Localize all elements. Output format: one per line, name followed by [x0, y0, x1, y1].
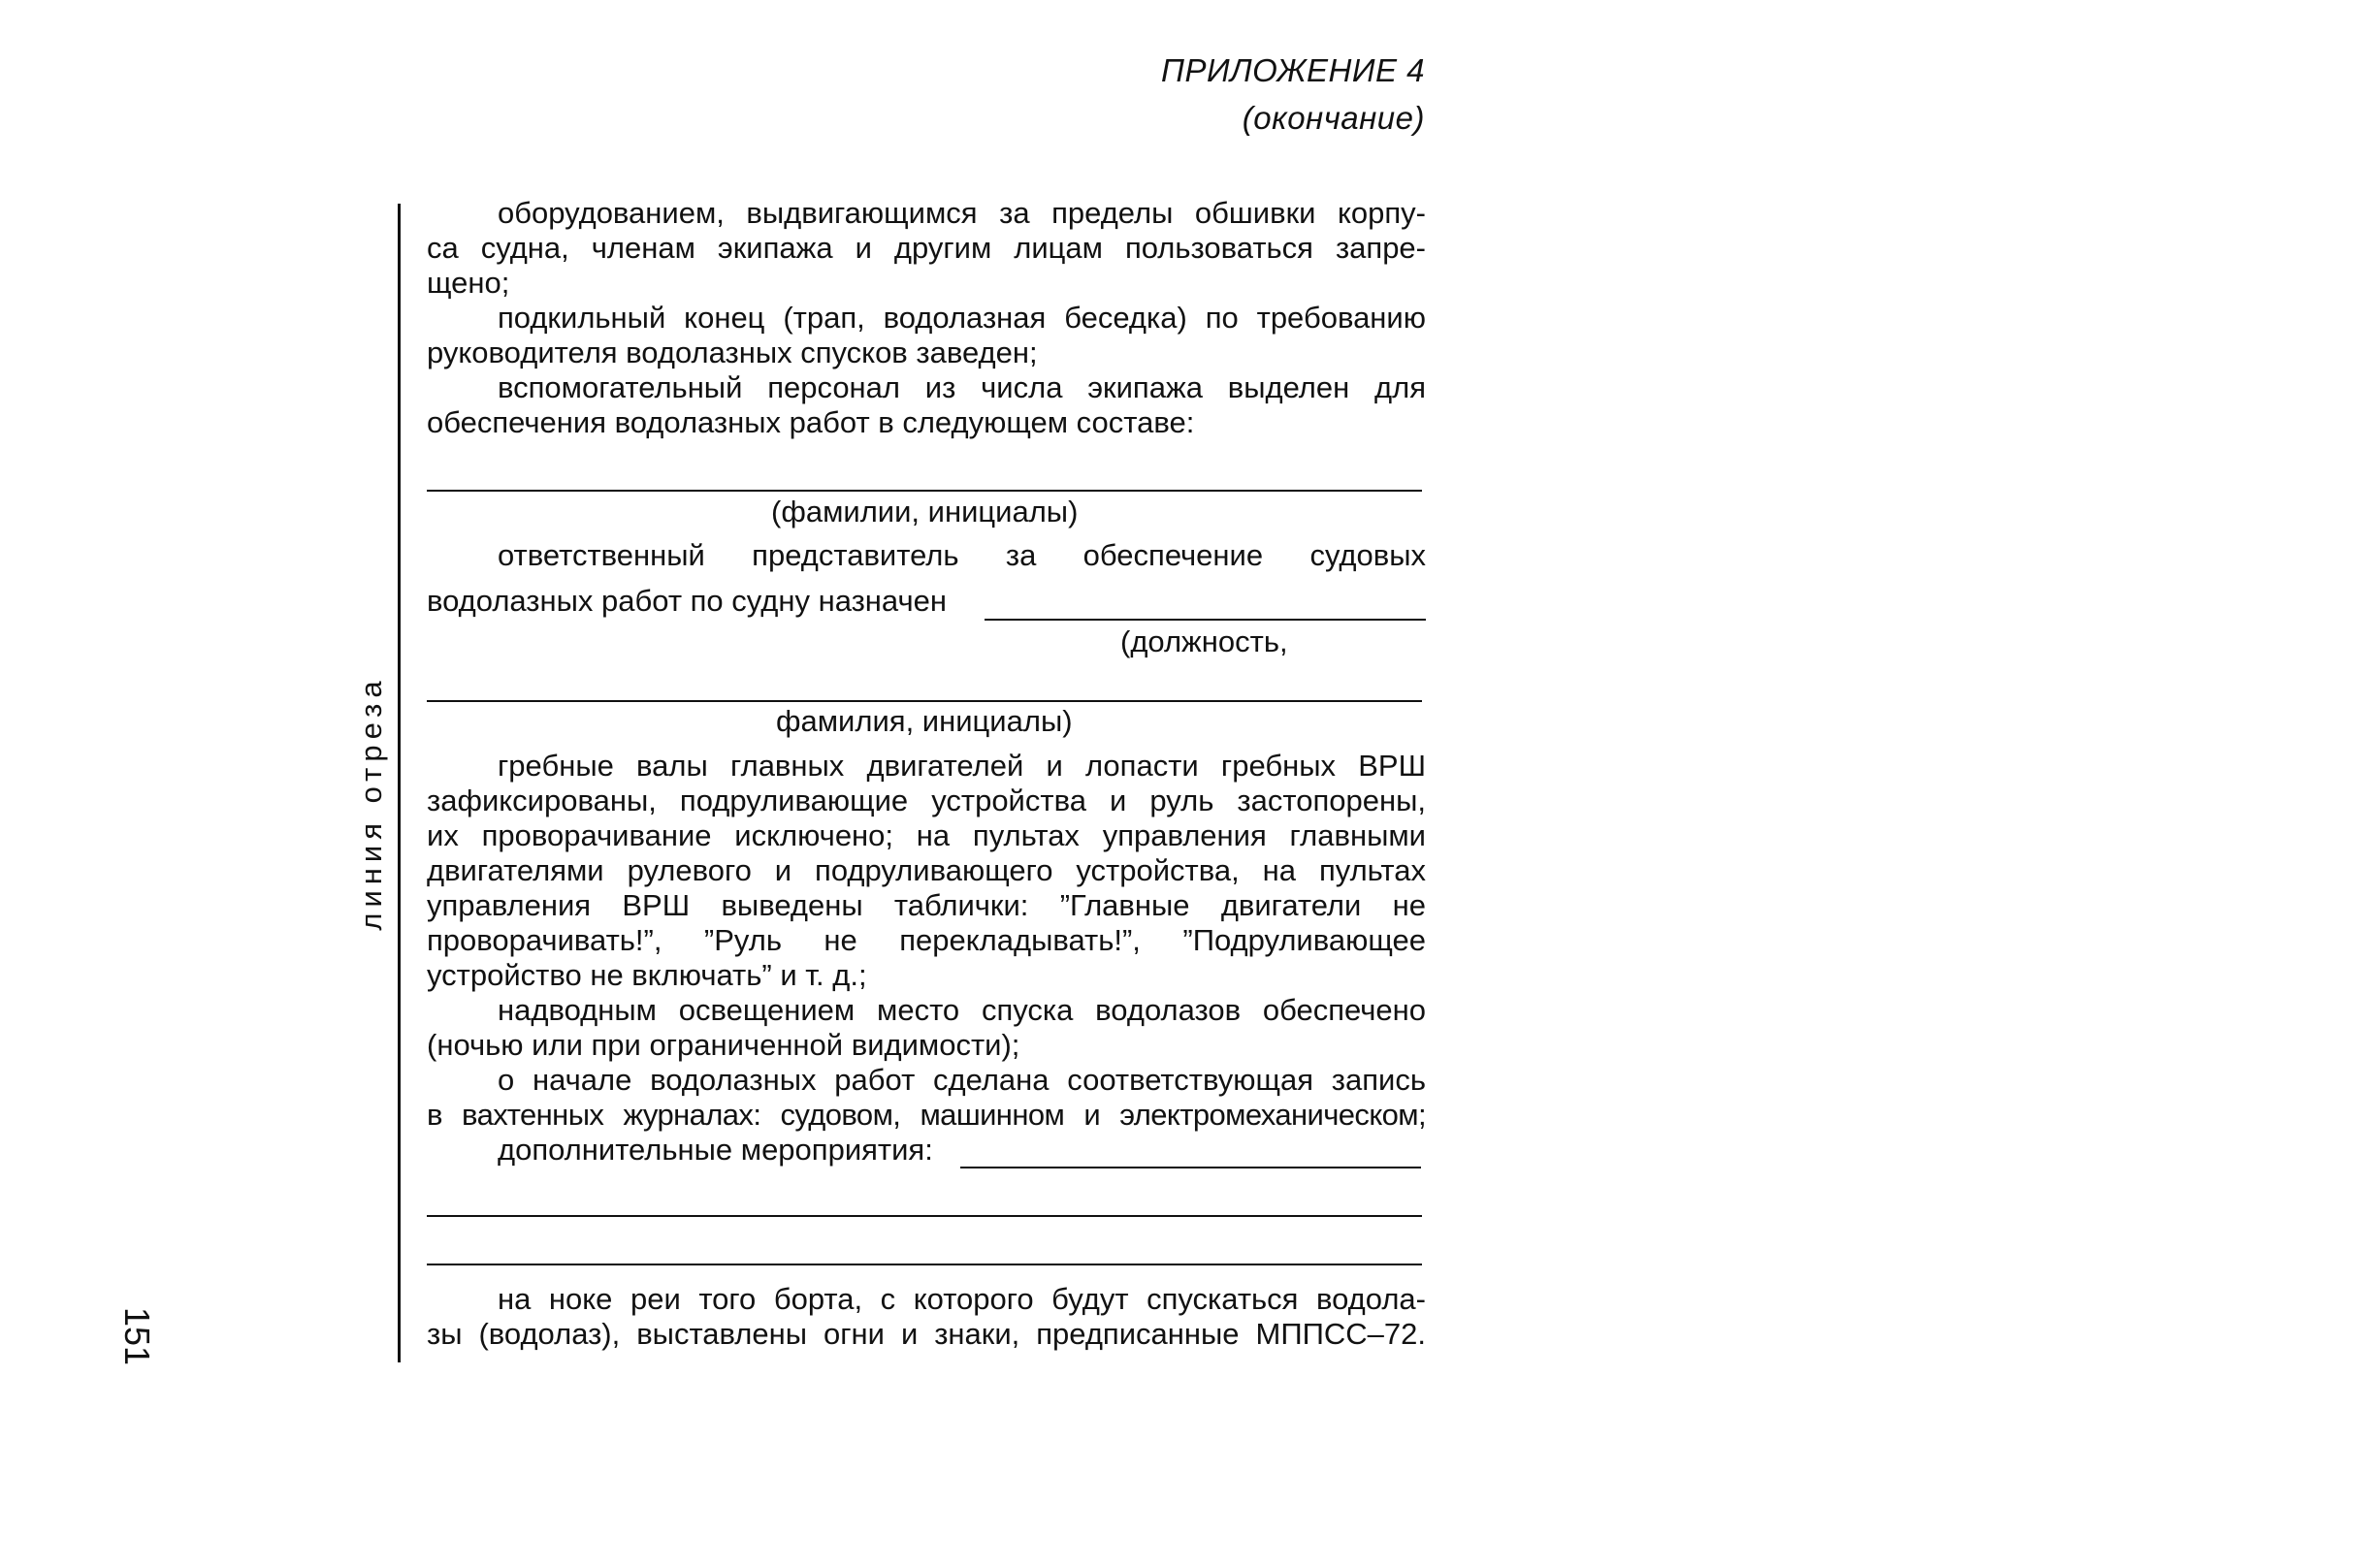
cut-line-label: линия отреза — [354, 675, 388, 931]
text-line: обеспечения водолазных работ в следующем составе: — [427, 405, 1195, 439]
text-line: их проворачивание исключено; на пультах управления главными — [427, 818, 1426, 852]
text-line: (ночью или при ограниченной видимости); — [427, 1028, 1020, 1062]
text-line: гребные валы главных двигателей и лопасти гребных ВРШ — [498, 749, 1426, 783]
text-line: на ноке реи того борта, с которого будут спускаться водола- — [498, 1282, 1426, 1316]
fill-in-line-measures-2 — [427, 1215, 1422, 1217]
caption-name: фамилия, инициалы) — [776, 704, 1073, 738]
text-line: зы (водолаз), выставлены огни и знаки, предписанные МППСС–72. — [427, 1317, 1426, 1351]
fill-in-line-names — [427, 490, 1422, 492]
text-line: водолазных работ по судну назначен — [427, 584, 947, 618]
caption-names: (фамилии, инициалы) — [771, 495, 1079, 528]
text-line: руководителя водолазных спусков заведен; — [427, 336, 1038, 369]
caption-position: (должность, — [1120, 624, 1288, 658]
fill-in-line-name — [427, 700, 1422, 702]
text-line: дополнительные мероприятия: — [498, 1133, 933, 1167]
text-line: устройство не включать” и т. д.; — [427, 958, 867, 992]
fill-in-line-measures-3 — [427, 1264, 1422, 1265]
text-line: ответственный представитель за обеспечение судовых — [498, 538, 1426, 572]
page-number: 151 — [117, 1306, 157, 1366]
fill-in-line-position — [985, 619, 1426, 621]
text-line: о начале водолазных работ сделана соответствующая запись — [498, 1063, 1426, 1097]
text-line: зафиксированы, подруливающие устройства и руль застопорены, — [427, 784, 1426, 817]
text-line: са судна, членам экипажа и другим лицам пользоваться запре- — [427, 231, 1426, 265]
text-line: щено; — [427, 266, 510, 300]
cut-line — [398, 204, 401, 1362]
text-line: оборудованием, выдвигающимся за пределы обшивки корпу- — [498, 196, 1426, 230]
text-line: в вахтенных журналах: судовом, машинном и электромеханическом; — [427, 1098, 1426, 1132]
text-line: вспомогательный персонал из числа экипажа выделен для — [498, 370, 1426, 404]
text-line: надводным освещением место спуска водолазов обеспечено — [498, 993, 1426, 1027]
fill-in-line-measures-1 — [960, 1167, 1421, 1168]
text-line: управления ВРШ выведены таблички: ”Главные двигатели не — [427, 888, 1426, 922]
appendix-title: ПРИЛОЖЕНИЕ 4 — [1161, 52, 1425, 88]
text-line: двигателями рулевого и подруливающего устройства, на пультах — [427, 853, 1426, 887]
text-line: подкильный конец (трап, водолазная беседка) по требованию — [498, 301, 1426, 335]
appendix-subtitle: (окончание) — [1242, 100, 1425, 136]
text-line: проворачивать!”, ”Руль не перекладывать!”, ”Подруливающее — [427, 923, 1426, 957]
